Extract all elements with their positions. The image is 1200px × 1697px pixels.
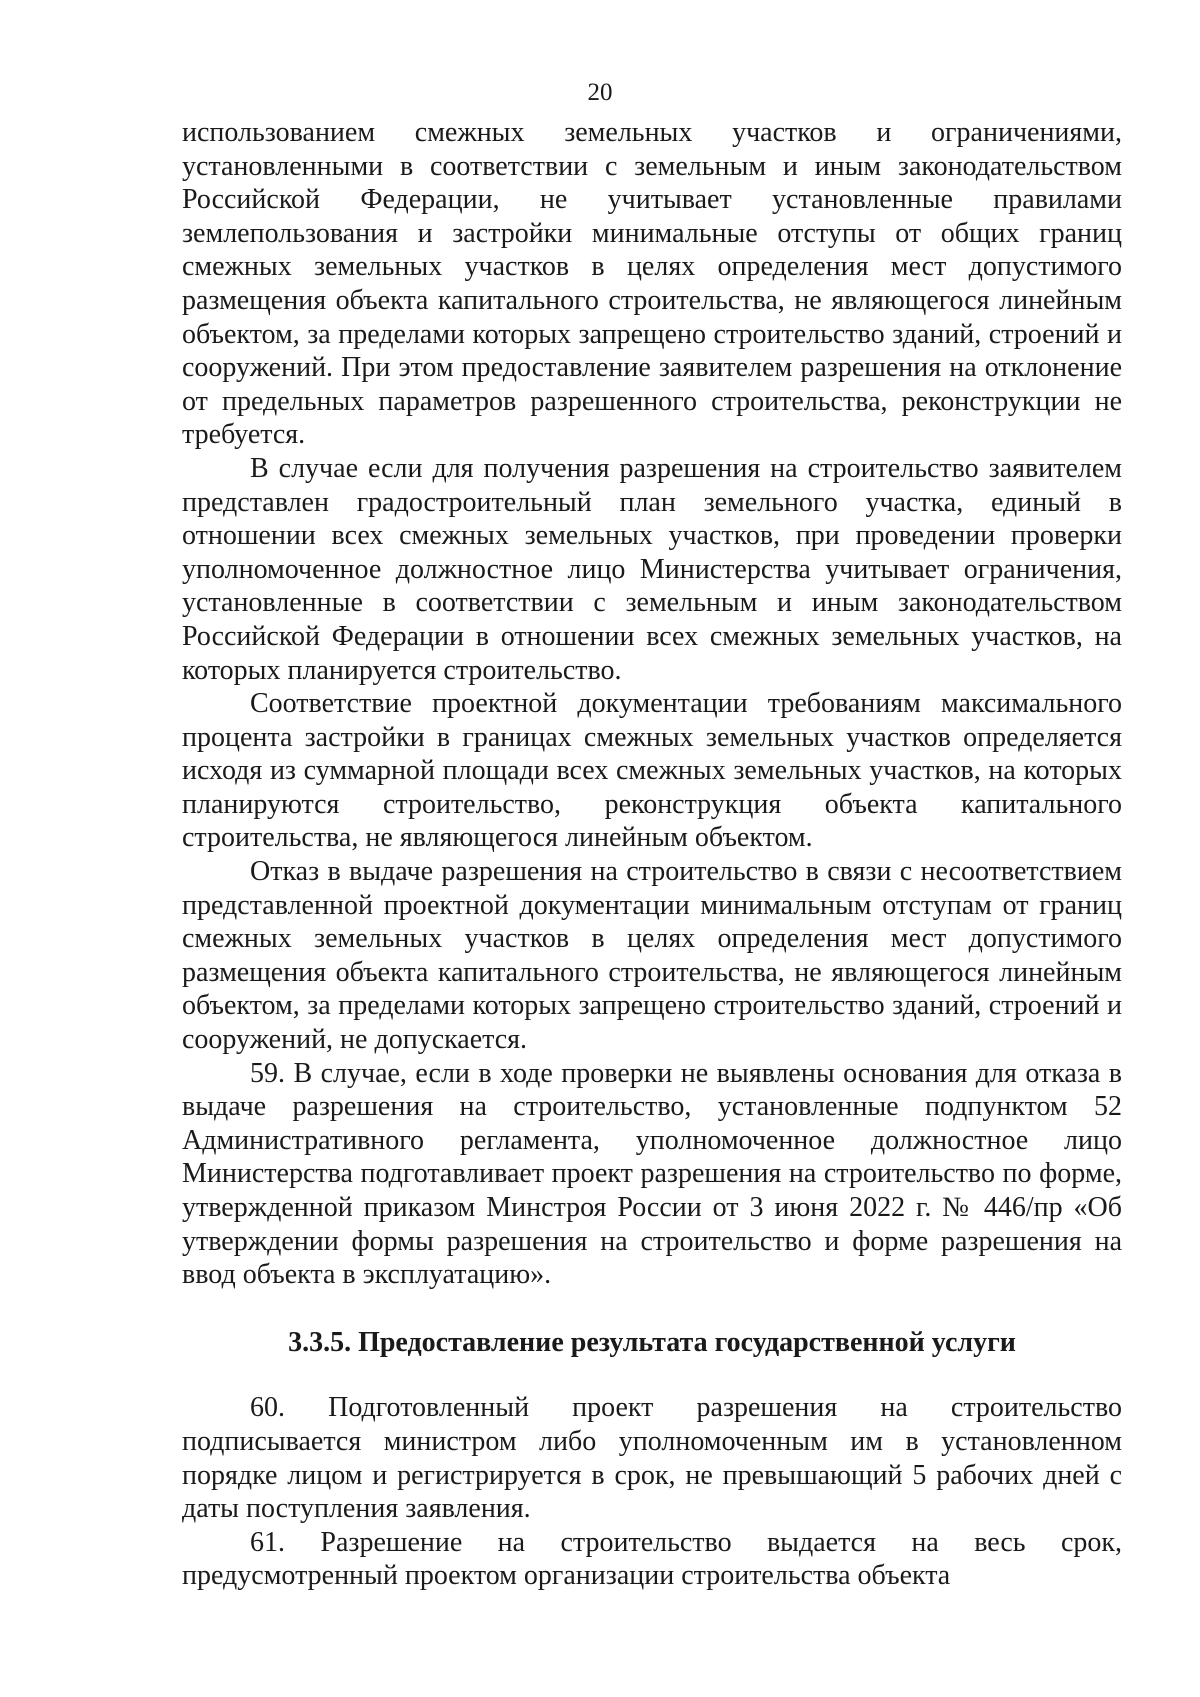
paragraph-item-59: 59. В случае, если в ходе проверки не выявлены основания для отказа в выдаче разрешения на строительство, установленные подпунктом 52 Административного регламента, уполномоченное должностное лицо Министерства подготавливает проект разрешения на строительство по форме, утвержденной приказом Минстроя России от 3 июня 2022 г. № 446/пр «Об утверждении формы разрешения на строительство и форме разрешения на ввод объекта в эксплуатацию». <box>182 1057 1122 1291</box>
paragraph-item-61: 61. Разрешение на строительство выдается на весь срок, предусмотренный проектом организации строительства объекта <box>182 1526 1122 1592</box>
paragraph-item-60: 60. Подготовленный проект разрешения на строительство подписывается министром либо уполномоченным им в установленном порядке лицом и регистрируется в срок, не превышающий 5 рабочих дней с даты поступления заявления. <box>182 1392 1122 1525</box>
paragraph-max-building-percent: Соответствие проектной документации требованиям максимального процента застройки в границах смежных земельных участков определяется исходя из суммарной площади всех смежных земельных участков, на которых планируются строительство, реконструкция объекта капитального строительства, не являющегося линейным объектом. <box>182 688 1122 854</box>
paragraph-gpzu-adjacent-plots: В случае если для получения разрешения на строительство заявителем представлен градостроительный план земельного участка, единый в отношении всех смежных земельных участков, при проведении проверки уполномоченное должностное лицо Министерства учитывает ограничения, установленные в соответствии с земельным и иным законодательством Российской Федерации в отношении всех смежных земельных участков, на которых планируется строительство. <box>182 452 1122 686</box>
section-heading: 3.3.5. Предоставление результата государственной услуги <box>288 1326 1016 1358</box>
paragraph-refusal-not-allowed: Отказ в выдаче разрешения на строительство в связи с несоответствием представленной проектной документации минимальным отступам от границ смежных земельных участков в целях определения мест допустимого размещения объекта капитального строительства, не являющегося линейным объектом, за пределами которых запрещено строительство зданий, строений и сооружений, не допускается. <box>182 856 1122 1056</box>
paragraph-continuation: использованием смежных земельных участков и ограничениями, установленными в соответствии с земельным и иным законодательством Российской Федерации, не учитывает установленные правилами землепользования и застройки минимальные отступы от общих границ смежных земельных участков в целях определения мест допустимого размещения объекта капитального строительства, не являющегося линейным объектом, за пределами которых запрещено строительство зданий, строений и сооружений. При этом предоставление заявителем разрешения на отклонение от предельных параметров разрешенного строительства, реконструкции не требуется. <box>182 117 1122 451</box>
page-number: 20 <box>587 79 613 106</box>
document-body <box>182 116 1122 1593</box>
